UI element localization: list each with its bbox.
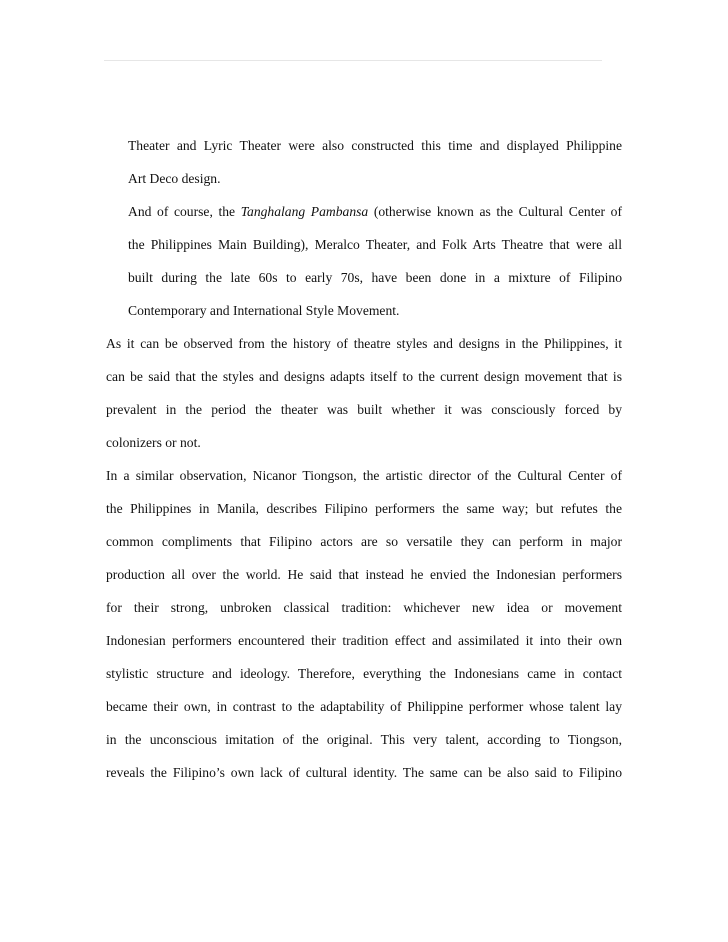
text-segment: (otherwise known as the Cultural Center of: [368, 204, 622, 219]
text-line: Contemporary and International Style Movement.: [128, 303, 400, 318]
text-line: Art Deco design.: [128, 171, 221, 186]
text-line: common compliments that Filipino actors are so versatile they can perform in major: [106, 534, 622, 549]
paragraph-theaters-art-deco: [128, 129, 622, 195]
paragraph-tiongson-observation: [106, 459, 622, 789]
text-line: Theater and Lyric Theater were also constructed this time and displayed Philippine: [128, 138, 622, 153]
header-rule: [104, 60, 602, 61]
text-line: reveals the Filipino’s own lack of cultural identity. The same can be also said to Filipino: [106, 765, 622, 780]
text-segment: And of course, the: [128, 204, 241, 219]
text-line: In a similar observation, Nicanor Tiongson, the artistic director of the Cultural Center of: [106, 468, 622, 483]
text-line: in the unconscious imitation of the original. This very talent, according to Tiongson,: [106, 732, 622, 747]
text-line: became their own, in contrast to the adaptability of Philippine performer whose talent lay: [106, 699, 622, 714]
text-line: colonizers or not.: [106, 435, 201, 450]
text-line: can be said that the styles and designs adapts itself to the current design movement that is: [106, 369, 622, 384]
text-line: prevalent in the period the theater was built whether it was consciously forced by: [106, 402, 622, 417]
paragraph-theatre-styles: [106, 327, 622, 459]
text-line: [128, 195, 622, 228]
paragraph-tanghalang-pambansa: [128, 195, 622, 327]
text-line: the Philippines Main Building), Meralco Theater, and Folk Arts Theatre that were all: [128, 237, 622, 252]
text-line: production all over the world. He said that instead he envied the Indonesian performers: [106, 567, 622, 582]
text-line: built during the late 60s to early 70s, have been done in a mixture of Filipino: [128, 270, 622, 285]
italic-term: Tanghalang Pambansa: [240, 204, 369, 219]
text-line: stylistic structure and ideology. Therefore, everything the Indonesians came in contact: [106, 666, 622, 681]
text-line: Indonesian performers encountered their tradition effect and assimilated it into their own: [106, 633, 622, 648]
document-body: [106, 129, 622, 789]
text-line: for their strong, unbroken classical tradition: whichever new idea or movement: [106, 600, 622, 615]
text-line: the Philippines in Manila, describes Filipino performers the same way; but refutes the: [106, 501, 622, 516]
text-line: As it can be observed from the history of theatre styles and designs in the Philippines, it: [106, 336, 622, 351]
